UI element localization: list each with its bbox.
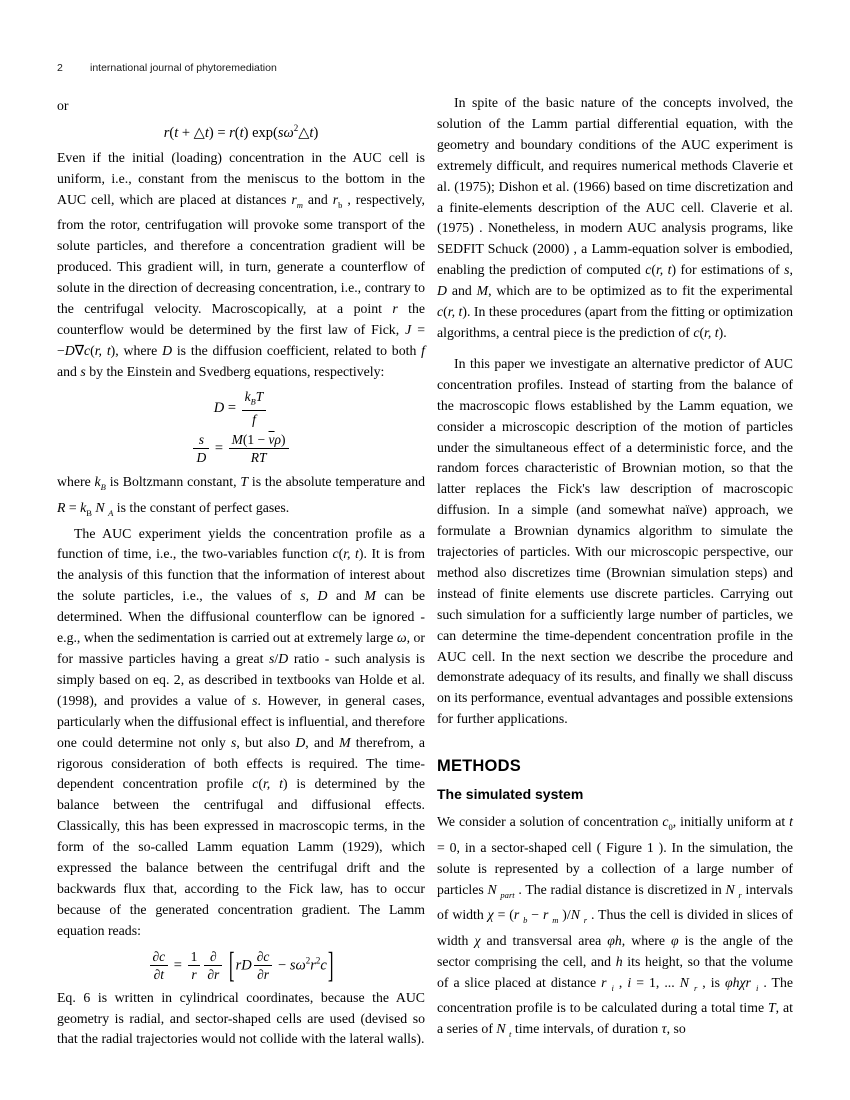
- paragraph: We consider a solution of concentration $c_0$, initially uniform at t = 0, in a sector-shaped cell ( Figure 1 ). In the simulation, the solute is represented by a collection of a large number of particles N $_{part}$ . The radial distance is discretized in N $_r$ intervals of width χ = (r $_b$ − r $_m$ )/N $_r$ . Thus the cell is divided in slices of width χ and transversal area φh, where φ is the angle of the sector comprising the cell, and h its height, so that the volume of a slice placed at distance r $_i$ , i = 1, ... N $_r$ , is φhχr $_i$ . The concentration profile is to be calculated during a total time T, at a series of N $_t$ time intervals, of duration τ, so: [437, 814, 793, 1040]
- equation-radial-step: r(t + △t) = r(t) $\exp(s\omega^2\triangle t)$: [163, 123, 319, 141]
- equation-svedberg: $\frac{s}{D}$ = $\frac{M(1 - \overline{v}\rho)}{RT}$: [57, 431, 425, 467]
- equation-einstein: D = $\frac{k_BT}{f}$: [57, 388, 425, 430]
- running-header: [57, 62, 793, 74]
- paragraph: Eq. 6 is written in cylindrical coordinates, because the AUC geometry is radial, and sector-shaped cells are used (devised so that the radial trajectories would not collide with the lateral walls).: [57, 989, 425, 1047]
- journal-title: international journal of phytoremediation: [90, 62, 277, 74]
- paragraph: The AUC experiment yields the concentration profile as a function of time, i.e., the two-variables function c(r, t). It is from the analysis of this function that the information of interest about the solute particles, i.e., the values of s, D and M can be determined. When the diffusional counterflow can be ignored - e.g., when the sedimentation is carried out at extremely large ω, or for massive particles having a great s/D ratio - such analysis is simply based on eq. 2, as described in textbooks van Holde et al. (1998), and provides a value of s. However, in general cases, particularly when the diffusional effect is influential, and therefore one could determine not only s, but also D, and M therefrom, a rigorous consideration of both effects is required. The time-dependent concentration profile c(r, t) is determined by the balance between the centrifugal and diffusional effects. Classically, this has been expressed in macroscopic terms, in the form of the so-called Lamm equation Lamm (1929), which expressed the balance between the centrifugal drift and the backwards flux that, according to the Fick law, has to occur because of the generated concentration gradient. The Lamm equation reads:: [57, 525, 425, 938]
- left-column: [57, 95, 425, 1050]
- equation-lamm: $\frac{\partial c}{\partial t}$ = $\frac{1}{r}$ $\frac{\partial}{\partial r}$ [rD $\frac{\partial c}{\partial r}$ − $s\omega^2r^2c$]: [57, 948, 425, 984]
- paragraph: Even if the initial (loading) concentration in the AUC cell is uniform, i.e., constant from the meniscus to the bottom in the AUC cell, which are placed at distances $r_m$ and $r_b$ , respectively, from the rotor, centrifugation will provoke some transport of the solute particles, and therefore a concentration gradient will be produced. This gradient will, in turn, generate a counterflow of solute in the direction of decreasing concentration, i.e., contrary to the centrifugal velocity. Macroscopically, at a point r the counterflow would be determined by the first law of Fick, J = −D∇c(r, t), where D is the diffusion coefficient, related to both f and s by the Einstein and Svedberg equations, respectively:: [57, 149, 425, 379]
- section-heading-methods: METHODS: [437, 757, 521, 776]
- right-column: [437, 93, 793, 1045]
- page-number: 2: [57, 62, 63, 74]
- subsection-heading-simulated-system: The simulated system: [437, 786, 584, 803]
- paragraph: where $k_B$ is Boltzmann constant, T is the absolute temperature and $R = k_B$ N $_A$ is the constant of perfect gases.: [57, 474, 425, 518]
- connector-word: or: [57, 98, 69, 113]
- paragraph: In this paper we investigate an alternative predictor of AUC concentration profiles. Instead of starting from the balance of the macroscopic flows established by the Lamm equation, we consider a microscopic description of the motion of particles under the simultaneous effect of a deterministic force, and the random forces characteristic of Brownian motion, so that the latter replaces the Fick's law description of macroscopic diffusion. In a simple (and somewhat naïve) approach, we formulate a Brownian dynamics algorithm to simulate the trajectories of particles. With our microscopic perspective, our method also discretizes time (Brownian simulation steps) and instead of finite elements use discrete particles. Carrying out such simulation for a sufficiently large number of particles, we can determine the time-dependent concentration profile in the AUC cell. In the next section we describe the procedure and demonstrate adequacy of its results, and finally we shall discuss on its performance, eventual advantages and possible extensions for further applications.: [437, 355, 793, 727]
- paragraph: In spite of the basic nature of the concepts involved, the solution of the Lamm partial differential equation, with the geometry and boundary conditions of the AUC experiment is extremely difficult, and requires numerical methods Claverie et al. (1975); Dishon et al. (1966) based on time discretization and a finite-elements description of the AUC cell. Claverie et al. (1975) . Nonetheless, in modern AUC analysis programs, like SEDFIT Schuck (2000) , a Lamm-equation solver is embodied, enabling the prediction of computed c(r, t) for estimations of s, D and M, which are to be optimized as to fit the experimental c(r, t). In these procedures (apart from the fitting or optimization algorithms, a central piece is the prediction of c(r, t).: [437, 95, 794, 340]
